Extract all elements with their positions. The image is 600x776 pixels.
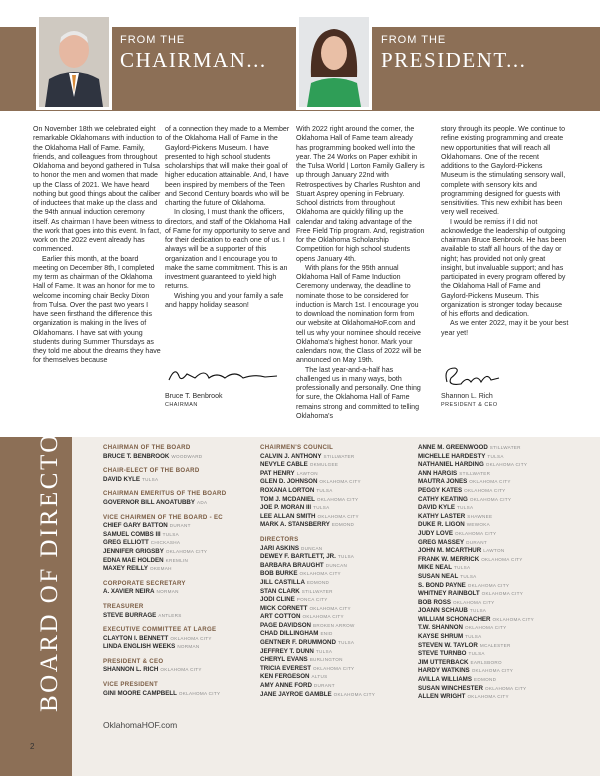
board-member	[418, 624, 534, 633]
board-member	[260, 553, 375, 562]
board-section-title: TREASURER	[103, 602, 144, 610]
member-name: SUSAN NEAL	[418, 572, 459, 580]
member-name: STEVE TURNBO	[418, 650, 467, 658]
letter-column-4	[441, 125, 569, 338]
member-city: ENID	[320, 631, 333, 637]
board-section-title: EXECUTIVE COMMITTEE AT LARGE	[103, 626, 217, 634]
board-member	[103, 522, 226, 531]
board-section-title: CHAIRMAN OF THE BOARD	[103, 444, 191, 451]
board-member	[260, 521, 375, 530]
board-section-title: DIRECTORS	[260, 535, 299, 543]
board-member	[260, 545, 375, 554]
board-member	[418, 461, 534, 470]
board-member	[418, 659, 534, 668]
member-city: OKLAHOMA CITY	[178, 690, 221, 696]
member-city: ANTLERS	[158, 612, 182, 618]
member-city: OKLAHOMA CITY	[453, 599, 495, 605]
member-city: ADA	[197, 499, 208, 505]
board-member	[260, 504, 375, 513]
member-city: OKLAHOMA CITY	[469, 496, 512, 502]
member-city: OKLAHOMA CITY	[299, 571, 341, 577]
member-name: PAGE DAVIDSON	[260, 621, 311, 629]
chairman-heading-big: CHAIRMAN...	[120, 48, 267, 72]
chairman-photo	[36, 14, 112, 110]
member-name: TOM J. MCDANIEL	[260, 495, 315, 503]
member-name: MICK CORNETT	[260, 604, 308, 612]
board-member	[260, 513, 375, 522]
member-name: BRUCE T. BENBROOK	[103, 452, 170, 460]
paragraph: As we enter 2022, may it be your best year yet!	[441, 320, 569, 337]
member-city: OKLAHOMA CITY	[469, 479, 511, 485]
member-city: WEWOKA	[466, 522, 491, 528]
member-name: ANN HARGIS	[418, 469, 458, 477]
board-member	[260, 665, 375, 674]
board-member	[260, 579, 375, 588]
board-member	[418, 685, 534, 694]
member-city: EARLSBORO	[470, 659, 502, 665]
member-name: SAMUEL COMBS III	[103, 530, 161, 538]
member-city: OKLAHOMA CITY	[309, 605, 351, 611]
board-section-title: CORPORATE SECRETARY	[103, 579, 186, 587]
board-column-1	[103, 444, 226, 698]
member-name: GINI MOORE CAMPBELL	[103, 689, 177, 697]
board-member	[103, 612, 226, 621]
board-member	[260, 496, 375, 505]
member-city: TULSA	[142, 476, 159, 482]
board-member	[418, 444, 534, 453]
member-name: LEE ALLAN SMITH	[260, 512, 316, 520]
board-member	[418, 513, 534, 522]
member-name: AMY ANNE FORD	[260, 682, 312, 690]
member-city: OKLAHOMA CITY	[481, 556, 523, 562]
board-member	[418, 616, 534, 625]
member-city: TULSA	[337, 554, 355, 560]
president-name: Shannon L. Rich	[441, 393, 493, 400]
member-city: TULSA	[468, 651, 485, 657]
board-member	[103, 499, 226, 508]
member-name: DAVID KYLE	[418, 504, 456, 512]
chairman-signoff	[165, 392, 222, 410]
member-city: OKLAHOMA CITY	[317, 513, 359, 519]
member-name: DEWEY F. BARTLETT, JR.	[260, 553, 336, 561]
board-member	[418, 633, 534, 642]
member-name: ALLEN WRIGHT	[418, 693, 466, 701]
member-city: WOODWARD	[171, 453, 203, 459]
member-city: EDMOND	[473, 677, 497, 683]
member-name: FRANK W. MERRICK	[418, 555, 480, 563]
member-name: SUSAN WINCHESTER	[418, 684, 483, 692]
member-name: ART COTTON	[260, 613, 301, 621]
member-city: OKLAHOMA CITY	[313, 665, 355, 671]
member-name: JIM UTTERBACK	[418, 658, 469, 666]
member-name: CLAYTON I. BENNETT	[103, 634, 169, 642]
board-title: BOARD OF DIRECTORS	[36, 396, 63, 712]
board-member	[418, 521, 534, 530]
member-city: DUNCAN	[300, 545, 323, 551]
board-member	[103, 557, 226, 566]
member-name: KEN FERGESON	[260, 673, 310, 681]
chairman-heading	[120, 34, 267, 73]
chairman-signature	[165, 364, 285, 386]
board-member	[260, 639, 375, 648]
member-name: JUDY LOVE	[418, 529, 453, 537]
member-name: KAYSE SHRUM	[418, 633, 464, 641]
member-city: TULSA	[337, 640, 355, 646]
member-name: MICHELLE HARDESTY	[418, 452, 486, 460]
member-city: OKLAHOMA CITY	[319, 479, 361, 485]
member-name: T.W. SHANNON	[418, 624, 464, 632]
member-name: ROXANA LORTON	[260, 486, 315, 494]
member-city: OKLAHOMA CITY	[484, 685, 527, 691]
board-member	[418, 564, 534, 573]
board-column-2	[260, 444, 375, 699]
member-city: TULSA	[469, 608, 487, 614]
member-name: LINDA ENGLISH WEEKS	[103, 643, 176, 651]
paragraph: On November 18th we celebrated eight remarkable Oklahomans with induction to the Oklahoma Hall of Fame. Family, friends, and colleagues from throughout Oklahoma and beyond gathered in Tulsa to honor the men and women that made up the Class of 2021. We have heard nothing but good things about the caliber of inductees that make up the class and the 94th annual induction ceremony itself. As chairman I have been witness to the work that goes into this event. In fact, work on the 2022 event already has commenced.	[33, 126, 163, 254]
board-member	[103, 453, 226, 462]
board-member	[103, 476, 226, 485]
paragraph: In closing, I must thank the officers, directors, and staff of the Oklahoma Hall of Fame for my opportunity to serve and for their dedication to each one of us. I always will be a supporter of this organization and I encourage you to make the same commitment. This is an investment guaranteed to yield high returns.	[165, 209, 291, 291]
paragraph: I would be remiss if I did not acknowledge the leadership of outgoing chairman Bruce Benbrook. He has been available to staff all hours of the day or night; has provided not only great insight, but invaluable support; and has participated in every program offered by the Oklahoma Hall of Fame and Gaylord-Pickens Museum. This organization is stronger today because of his efforts and dedication.	[441, 218, 567, 318]
member-city: OKMULGEE	[309, 462, 339, 468]
paragraph: With 2022 right around the corner, the Oklahoma Hall of Fame team already has programming booked well into the year. The 24 Works on Paper exhibit in the Tulsa World | Lorton Family Gallery is up through January 22nd with Retrospectives by Charles Rushton and Stuart Asprey opening in February. School districts from throughout Oklahoma are quickly filling up the calendar and taking advantage of the Free Field Trip program. And, registration for the Oklahoma Scholarship Competition for high school students opens January 4th.	[296, 126, 425, 263]
board-member	[418, 453, 534, 462]
paragraph: story through its people. We continue to refine existing programming and create new opportunities that will reach all Oklahomans. One of the recent additions to the Gaylord-Pickens Museum is the stimulating sensory wall, complete with sensory kits and programming designed for guests with sensitivities. This new exhibit has been very well received.	[441, 126, 566, 217]
board-section-title: CHAIR-ELECT OF THE BOARD	[103, 467, 200, 475]
member-name: JOANN SCHAUB	[418, 607, 468, 615]
member-name: JODI CLINE	[260, 596, 295, 604]
member-city: SHAWNEE	[467, 513, 493, 519]
board-member	[418, 530, 534, 539]
member-city: KREMLIN	[165, 557, 189, 563]
board-member	[260, 570, 375, 579]
member-name: ANNE M. GREENWOOD	[418, 444, 488, 451]
member-city: EDMOND	[331, 522, 355, 528]
member-city: TULSA	[315, 648, 333, 654]
member-city: OKLAHOMA CITY	[316, 496, 359, 502]
member-city: OKLAHOMA CITY	[170, 635, 212, 641]
board-member	[418, 556, 534, 565]
board-member	[418, 642, 534, 651]
board-member	[103, 539, 226, 548]
board-member	[260, 656, 375, 665]
member-city: OKLAHOMA CITY	[464, 487, 506, 493]
member-name: DAVID KYLE	[103, 475, 141, 483]
member-city: DURANT	[313, 683, 335, 689]
member-name: S. BOND PAYNE	[418, 581, 466, 589]
president-photo	[296, 14, 372, 110]
member-city: OKLAHOMA CITY	[467, 582, 510, 588]
member-city: MCALESTER	[479, 642, 511, 648]
member-name: TRICIA EVEREST	[260, 664, 311, 672]
board-member	[418, 590, 534, 599]
board-member	[260, 478, 375, 487]
member-city: OKLAHOMA CITY	[471, 668, 514, 674]
member-name: PEGGY KATES	[418, 486, 463, 494]
member-city: OKLAHOMA CITY	[165, 548, 208, 554]
board-member	[103, 531, 226, 540]
member-name: WHITNEY RAINBOLT	[418, 590, 480, 598]
board-member	[260, 622, 375, 631]
member-city: OKLAHOMA CITY	[160, 667, 202, 673]
member-name: JILL CASTILLA	[260, 578, 305, 586]
board-member	[260, 487, 375, 496]
president-heading	[381, 34, 526, 73]
board-member	[260, 470, 375, 479]
member-city: TULSA	[487, 453, 504, 459]
member-name: GLEN D. JOHNSON	[260, 478, 318, 486]
member-name: STAN CLARK	[260, 587, 300, 595]
member-city: TULSA	[313, 505, 330, 511]
board-member	[418, 650, 534, 659]
member-name: WILLIAM SCHONACHER	[418, 615, 491, 623]
member-name: A. XAVIER NEIRA	[103, 588, 155, 596]
member-name: JENNIFER GRIGSBY	[103, 547, 164, 555]
board-section-title: CHAIRMEN'S COUNCIL	[260, 444, 334, 451]
member-name: GREG ELLIOTT	[103, 539, 149, 547]
member-city: TULSA	[316, 487, 333, 493]
member-city: NORMAN	[156, 589, 179, 595]
member-name: EDNA MAE HOLDEN	[103, 556, 164, 564]
member-name: STEVE BURRAGE	[103, 611, 157, 619]
member-name: JEFFREY T. DUNN	[260, 647, 314, 655]
member-name: AVILLA WILLIAMS	[418, 676, 472, 684]
member-city: TULSA	[457, 505, 474, 511]
board-member	[103, 690, 226, 699]
member-city: LAWTON	[483, 548, 505, 554]
board-member	[103, 548, 226, 557]
member-city: TULSA	[162, 531, 179, 537]
chairman-heading-small: FROM THE	[120, 34, 186, 46]
member-name: CHIEF GARY BATTON	[103, 522, 168, 530]
member-city: TULSA	[465, 634, 482, 640]
board-member	[418, 496, 534, 505]
chairman-title: CHAIRMAN	[165, 402, 198, 408]
member-city: OKLAHOMA CITY	[481, 591, 524, 597]
board-member	[260, 673, 375, 682]
member-city: NORMAN	[177, 644, 200, 650]
board-member	[103, 588, 226, 597]
president-heading-big: PRESIDENT...	[381, 48, 527, 72]
board-member	[418, 607, 534, 616]
paragraph: of a connection they made to a Member of the Oklahoma Hall of Fame in the Gaylord-Pickens Museum. I have presented to high school students scholarships that will make their goal of higher education attainable. And, I have been inspired by members of the Teen and Second Century boards who will be charting the future of Oklahoma.	[165, 126, 290, 207]
member-city: STILLWATER	[489, 445, 521, 450]
president-title: PRESIDENT & CEO	[441, 402, 498, 408]
board-member	[103, 565, 226, 574]
member-name: GOVERNOR BILL ANOATUBBY	[103, 498, 196, 506]
board-member	[418, 693, 534, 702]
member-city: STILLWATER	[459, 470, 491, 476]
board-member	[260, 453, 375, 462]
board-member	[418, 470, 534, 479]
paragraph: Wishing you and your family a safe and happy holiday season!	[165, 292, 284, 309]
board-member	[418, 667, 534, 676]
board-member	[260, 613, 375, 622]
member-city: CHICKASHA	[150, 540, 181, 546]
member-name: CALVIN J. ANTHONY	[260, 452, 322, 460]
board-member	[103, 635, 226, 644]
member-city: BURLINGTON	[309, 657, 343, 663]
board-member	[418, 582, 534, 591]
member-city: OKLAHOMA CITY	[492, 616, 534, 622]
member-city: TULSA	[460, 573, 477, 579]
board-member	[260, 605, 375, 614]
member-city: EDMOND	[306, 579, 330, 585]
page-number: 2	[30, 742, 35, 751]
member-name: MARK A. STANSBERRY	[260, 521, 330, 529]
member-city: OKLAHOMA CITY	[333, 691, 376, 697]
board-section-title: PRESIDENT & CEO	[103, 657, 164, 665]
member-name: JARI ASKINS	[260, 544, 299, 552]
member-city: BROKEN ARROW	[313, 622, 355, 628]
member-name: HARDY WATKINS	[418, 667, 470, 675]
member-city: OKLAHOMA CITY	[467, 694, 509, 700]
paragraph: Earlier this month, at the board meeting on December 8th, I completed my term as chairman of the Oklahoma Hall of Fame. It was an honor for me to welcome incoming chair Becky Dixon from Tulsa. Over the past two years I have seen firsthand the difference this organization is making in the lives of Oklahomans. I have sat with young students during Summer Thursdays as they told me about the dreams they have for themselves because	[33, 255, 161, 365]
president-heading-small: FROM THE	[381, 34, 447, 46]
board-member	[418, 573, 534, 582]
board-member	[260, 596, 375, 605]
letter-column-1	[33, 125, 163, 366]
chairman-name: Bruce T. Benbrook	[165, 393, 223, 400]
paragraph: With plans for the 95th annual Oklahoma Hall of Fame Induction Ceremony underway, the deadline to nominate those to be considered for induction is March 1st. I encourage you to download the nomination form from our website at OklahomaHoF.com and tell us why your nominee should receive Oklahoma's highest honor. Mark your calendars now, the Class of 2022 will be announced on May 19th.	[296, 264, 422, 365]
member-name: KATHY LASTER	[418, 512, 466, 520]
member-name: NATHANIEL HARDING	[418, 461, 484, 469]
member-city: LAWTON	[296, 470, 318, 476]
member-name: BOB ROSS	[418, 598, 452, 606]
member-city: DURANT	[169, 523, 191, 529]
president-signature	[441, 362, 511, 390]
board-member	[260, 562, 375, 571]
member-city: DURANT	[466, 539, 488, 545]
board-member	[418, 539, 534, 548]
board-member	[418, 487, 534, 496]
member-name: BARBARA BRAUGHT	[260, 561, 324, 569]
paragraph: The last year-and-a-half has challenged us in many ways, both professionally and personally. One thing for sure, the Oklahoma Hall of Fame remains strong and committed to telling Oklahoma's	[296, 366, 421, 420]
member-city: OKLAHOMA CITY	[302, 614, 344, 620]
board-member	[418, 676, 534, 685]
member-city: PONCA CITY	[296, 597, 328, 603]
board-member	[260, 630, 375, 639]
member-city: OKLAHOMA CITY	[465, 625, 507, 631]
board-member	[260, 682, 375, 691]
member-name: STEVEN W. TAYLOR	[418, 641, 478, 649]
website-link[interactable]: OklahomaHOF.com	[103, 720, 178, 730]
board-section-title: VICE CHAIRMEN OF THE BOARD - EC	[103, 513, 224, 521]
member-name: GENTNER F. DRUMMOND	[260, 639, 336, 647]
member-name: CHAD DILLINGHAM	[260, 630, 319, 638]
board-member	[260, 691, 375, 700]
member-name: NEVYLE CABLE	[260, 461, 308, 469]
member-name: JOHN M. MCARTHUR	[418, 547, 482, 555]
member-name: MAUTRA JONES	[418, 478, 468, 486]
member-city: STILLWATER	[301, 588, 333, 594]
board-member	[418, 547, 534, 556]
board-member	[260, 461, 375, 470]
letter-column-3	[296, 125, 426, 421]
member-name: SHANNON L. RICH	[103, 666, 159, 674]
board-member	[260, 588, 375, 597]
board-section-title: VICE PRESIDENT	[103, 681, 158, 689]
board-column-3	[418, 444, 534, 702]
member-city: DUNCAN	[325, 562, 348, 568]
board-section-title: CHAIRMAN EMERITUS OF THE BOARD	[103, 490, 227, 498]
member-city: STILLWATER	[323, 453, 355, 459]
president-signoff	[441, 392, 498, 410]
board-member	[418, 504, 534, 513]
member-name: PAT HENRY	[260, 469, 295, 477]
member-name: CATHY KEATING	[418, 495, 468, 503]
member-city: OKLAHOMA CITY	[485, 462, 528, 468]
member-name: JANE JAYROE GAMBLE	[260, 690, 332, 698]
board-member	[418, 599, 534, 608]
board-member	[260, 648, 375, 657]
member-name: GREG MASSEY	[418, 538, 465, 546]
member-name: JOE P. MORAN III	[260, 504, 312, 512]
member-name: CHERYL EVANS	[260, 656, 308, 664]
member-name: DUKE R. LIGON	[418, 521, 465, 529]
board-member	[418, 478, 534, 487]
board-member	[103, 666, 226, 675]
board-member	[103, 643, 226, 652]
member-name: MIKE NEAL	[418, 564, 453, 572]
member-name: MAXEY REILLY	[103, 565, 149, 573]
member-city: TULSA	[454, 565, 471, 571]
member-city: ALTUS	[311, 674, 328, 680]
member-city: OKLAHOMA CITY	[454, 530, 497, 536]
member-name: BOB BURKE	[260, 570, 298, 578]
member-city: OKEMAH	[150, 566, 172, 572]
letter-column-2	[165, 125, 295, 310]
